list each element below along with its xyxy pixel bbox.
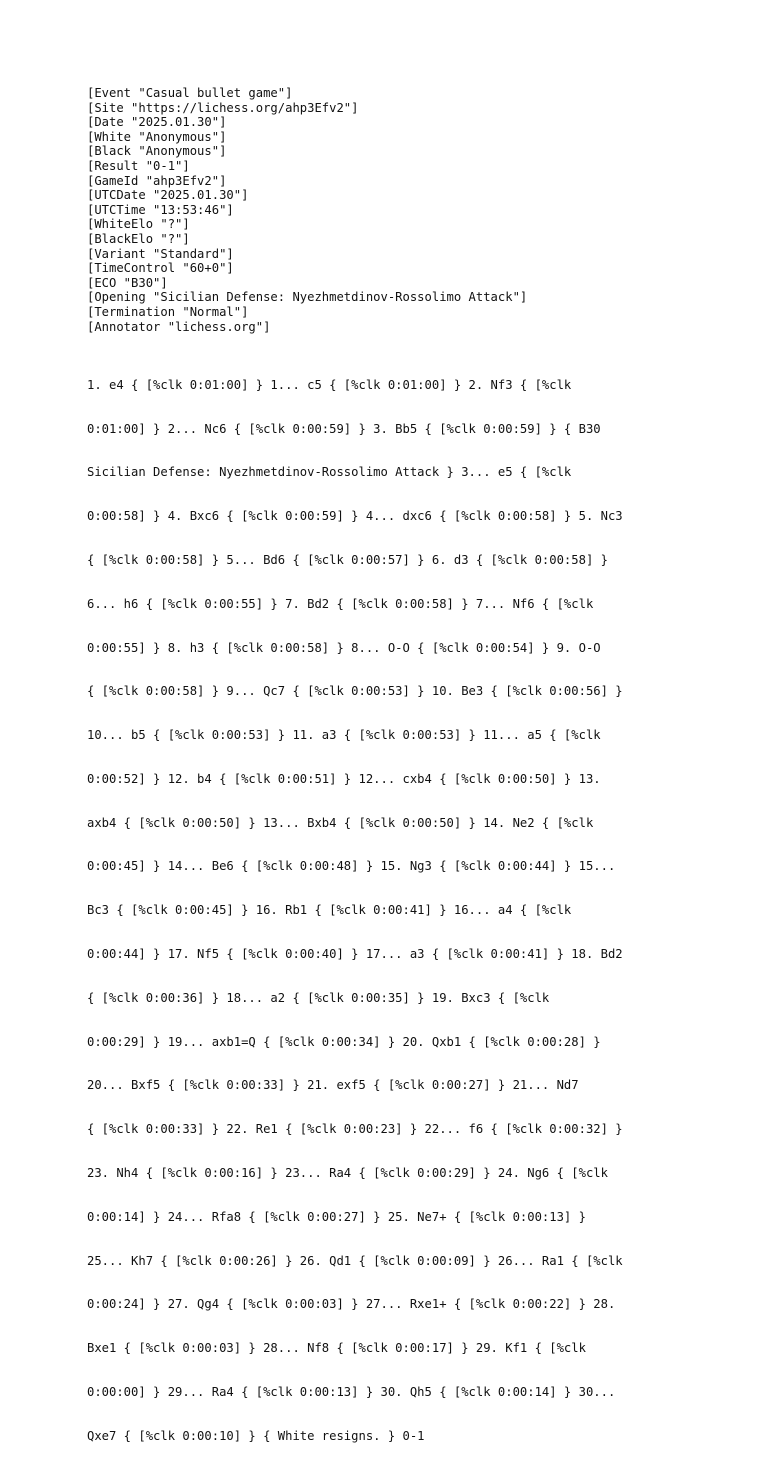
movetext-line: 0:00:58] } 4. Bxc6 { [%clk 0:00:59] } 4... dxc6 { [%clk 0:00:58] } 5. Nc3 — [87, 509, 623, 524]
pgn-header-block — [87, 86, 687, 334]
movetext-line: 25... Kh7 { [%clk 0:00:26] } 26. Qd1 { [%clk 0:00:09] } 26... Ra1 { [%clk — [87, 1253, 623, 1268]
pgn-header-whiteelo: [WhiteElo "?"] — [87, 217, 190, 232]
movetext-line: { [%clk 0:00:33] } 22. Re1 { [%clk 0:00:23] } 22... f6 { [%clk 0:00:32] } — [87, 1122, 623, 1137]
pgn-header-opening: [Opening "Sicilian Defense: Nyezhmetdinov-Rossolimo Attack"] — [87, 290, 528, 305]
movetext-line: Qxe7 { [%clk 0:00:10] } { White resigns. } 0-1 — [87, 1428, 425, 1443]
pgn-header-blackelo: [BlackElo "?"] — [87, 231, 190, 246]
pgn-header-termination: [Termination "Normal"] — [87, 304, 249, 319]
movetext-line: 1. e4 { [%clk 0:01:00] } 1... c5 { [%clk 0:01:00] } 2. Nf3 { [%clk — [87, 377, 572, 392]
pgn-header-event: [Event "Casual bullet game"] — [87, 86, 293, 100]
blank-line — [87, 334, 687, 349]
movetext-line: { [%clk 0:00:58] } 9... Qc7 { [%clk 0:00:53] } 10. Be3 { [%clk 0:00:56] } — [87, 684, 623, 699]
pgn-header-gameid: [GameId "ahp3Efv2"] — [87, 173, 227, 188]
movetext-line: 0:00:44] } 17. Nf5 { [%clk 0:00:40] } 17... a3 { [%clk 0:00:41] } 18. Bd2 — [87, 947, 623, 962]
movetext-line: 0:00:29] } 19... axb1=Q { [%clk 0:00:34] } 20. Qxb1 { [%clk 0:00:28] } — [87, 1034, 601, 1049]
pgn-document — [87, 86, 687, 1472]
movetext-line: Bc3 { [%clk 0:00:45] } 16. Rb1 { [%clk 0:00:41] } 16... a4 { [%clk — [87, 903, 572, 918]
movetext-line: 0:00:00] } 29... Ra4 { [%clk 0:00:13] } 30. Qh5 { [%clk 0:00:14] } 30... — [87, 1384, 616, 1399]
pgn-movetext — [87, 349, 687, 1472]
movetext-line: Bxe1 { [%clk 0:00:03] } 28... Nf8 { [%clk 0:00:17] } 29. Kf1 { [%clk — [87, 1341, 586, 1356]
pgn-header-eco: [ECO "B30"] — [87, 275, 168, 290]
movetext-line: 0:00:52] } 12. b4 { [%clk 0:00:51] } 12... cxb4 { [%clk 0:00:50] } 13. — [87, 771, 601, 786]
movetext-line: { [%clk 0:00:58] } 5... Bd6 { [%clk 0:00:57] } 6. d3 { [%clk 0:00:58] } — [87, 553, 608, 567]
movetext-line: 0:01:00] } 2... Nc6 { [%clk 0:00:59] } 3. Bb5 { [%clk 0:00:59] } { B30 — [87, 421, 601, 436]
pgn-header-annotator: [Annotator "lichess.org"] — [87, 319, 271, 334]
movetext-line: { [%clk 0:00:36] } 18... a2 { [%clk 0:00:35] } 19. Bxc3 { [%clk — [87, 990, 550, 1005]
pgn-header-timecontrol: [TimeControl "60+0"] — [87, 261, 234, 276]
pgn-header-utcdate: [UTCDate "2025.01.30"] — [87, 188, 249, 203]
pgn-header-white: [White "Anonymous"] — [87, 129, 227, 144]
pgn-header-utctime: [UTCTime "13:53:46"] — [87, 202, 234, 217]
pgn-header-site: [Site "https://lichess.org/ahp3Efv2"] — [87, 100, 359, 115]
pgn-header-result: [Result "0-1"] — [87, 158, 190, 173]
pgn-header-black: [Black "Anonymous"] — [87, 144, 227, 159]
movetext-line: 6... h6 { [%clk 0:00:55] } 7. Bd2 { [%clk 0:00:58] } 7... Nf6 { [%clk — [87, 596, 594, 611]
pgn-header-date: [Date "2025.01.30"] — [87, 115, 227, 130]
movetext-line: Sicilian Defense: Nyezhmetdinov-Rossolimo Attack } 3... e5 { [%clk — [87, 465, 572, 480]
movetext-line: 10... b5 { [%clk 0:00:53] } 11. a3 { [%clk 0:00:53] } 11... a5 { [%clk — [87, 728, 601, 743]
movetext-line: axb4 { [%clk 0:00:50] } 13... Bxb4 { [%clk 0:00:50] } 14. Ne2 { [%clk — [87, 815, 594, 830]
movetext-line: 0:00:14] } 24... Rfa8 { [%clk 0:00:27] } 25. Ne7+ { [%clk 0:00:13] } — [87, 1209, 586, 1224]
movetext-line: 23. Nh4 { [%clk 0:00:16] } 23... Ra4 { [%clk 0:00:29] } 24. Ng6 { [%clk — [87, 1165, 608, 1180]
movetext-line: 0:00:24] } 27. Qg4 { [%clk 0:00:03] } 27... Rxe1+ { [%clk 0:00:22] } 28. — [87, 1297, 616, 1312]
pgn-header-variant: [Variant "Standard"] — [87, 246, 234, 261]
movetext-line: 20... Bxf5 { [%clk 0:00:33] } 21. exf5 { [%clk 0:00:27] } 21... Nd7 — [87, 1078, 579, 1093]
movetext-line: 0:00:55] } 8. h3 { [%clk 0:00:58] } 8... O-O { [%clk 0:00:54] } 9. O-O — [87, 640, 601, 655]
movetext-line: 0:00:45] } 14... Be6 { [%clk 0:00:48] } 15. Ng3 { [%clk 0:00:44] } 15... — [87, 859, 616, 874]
